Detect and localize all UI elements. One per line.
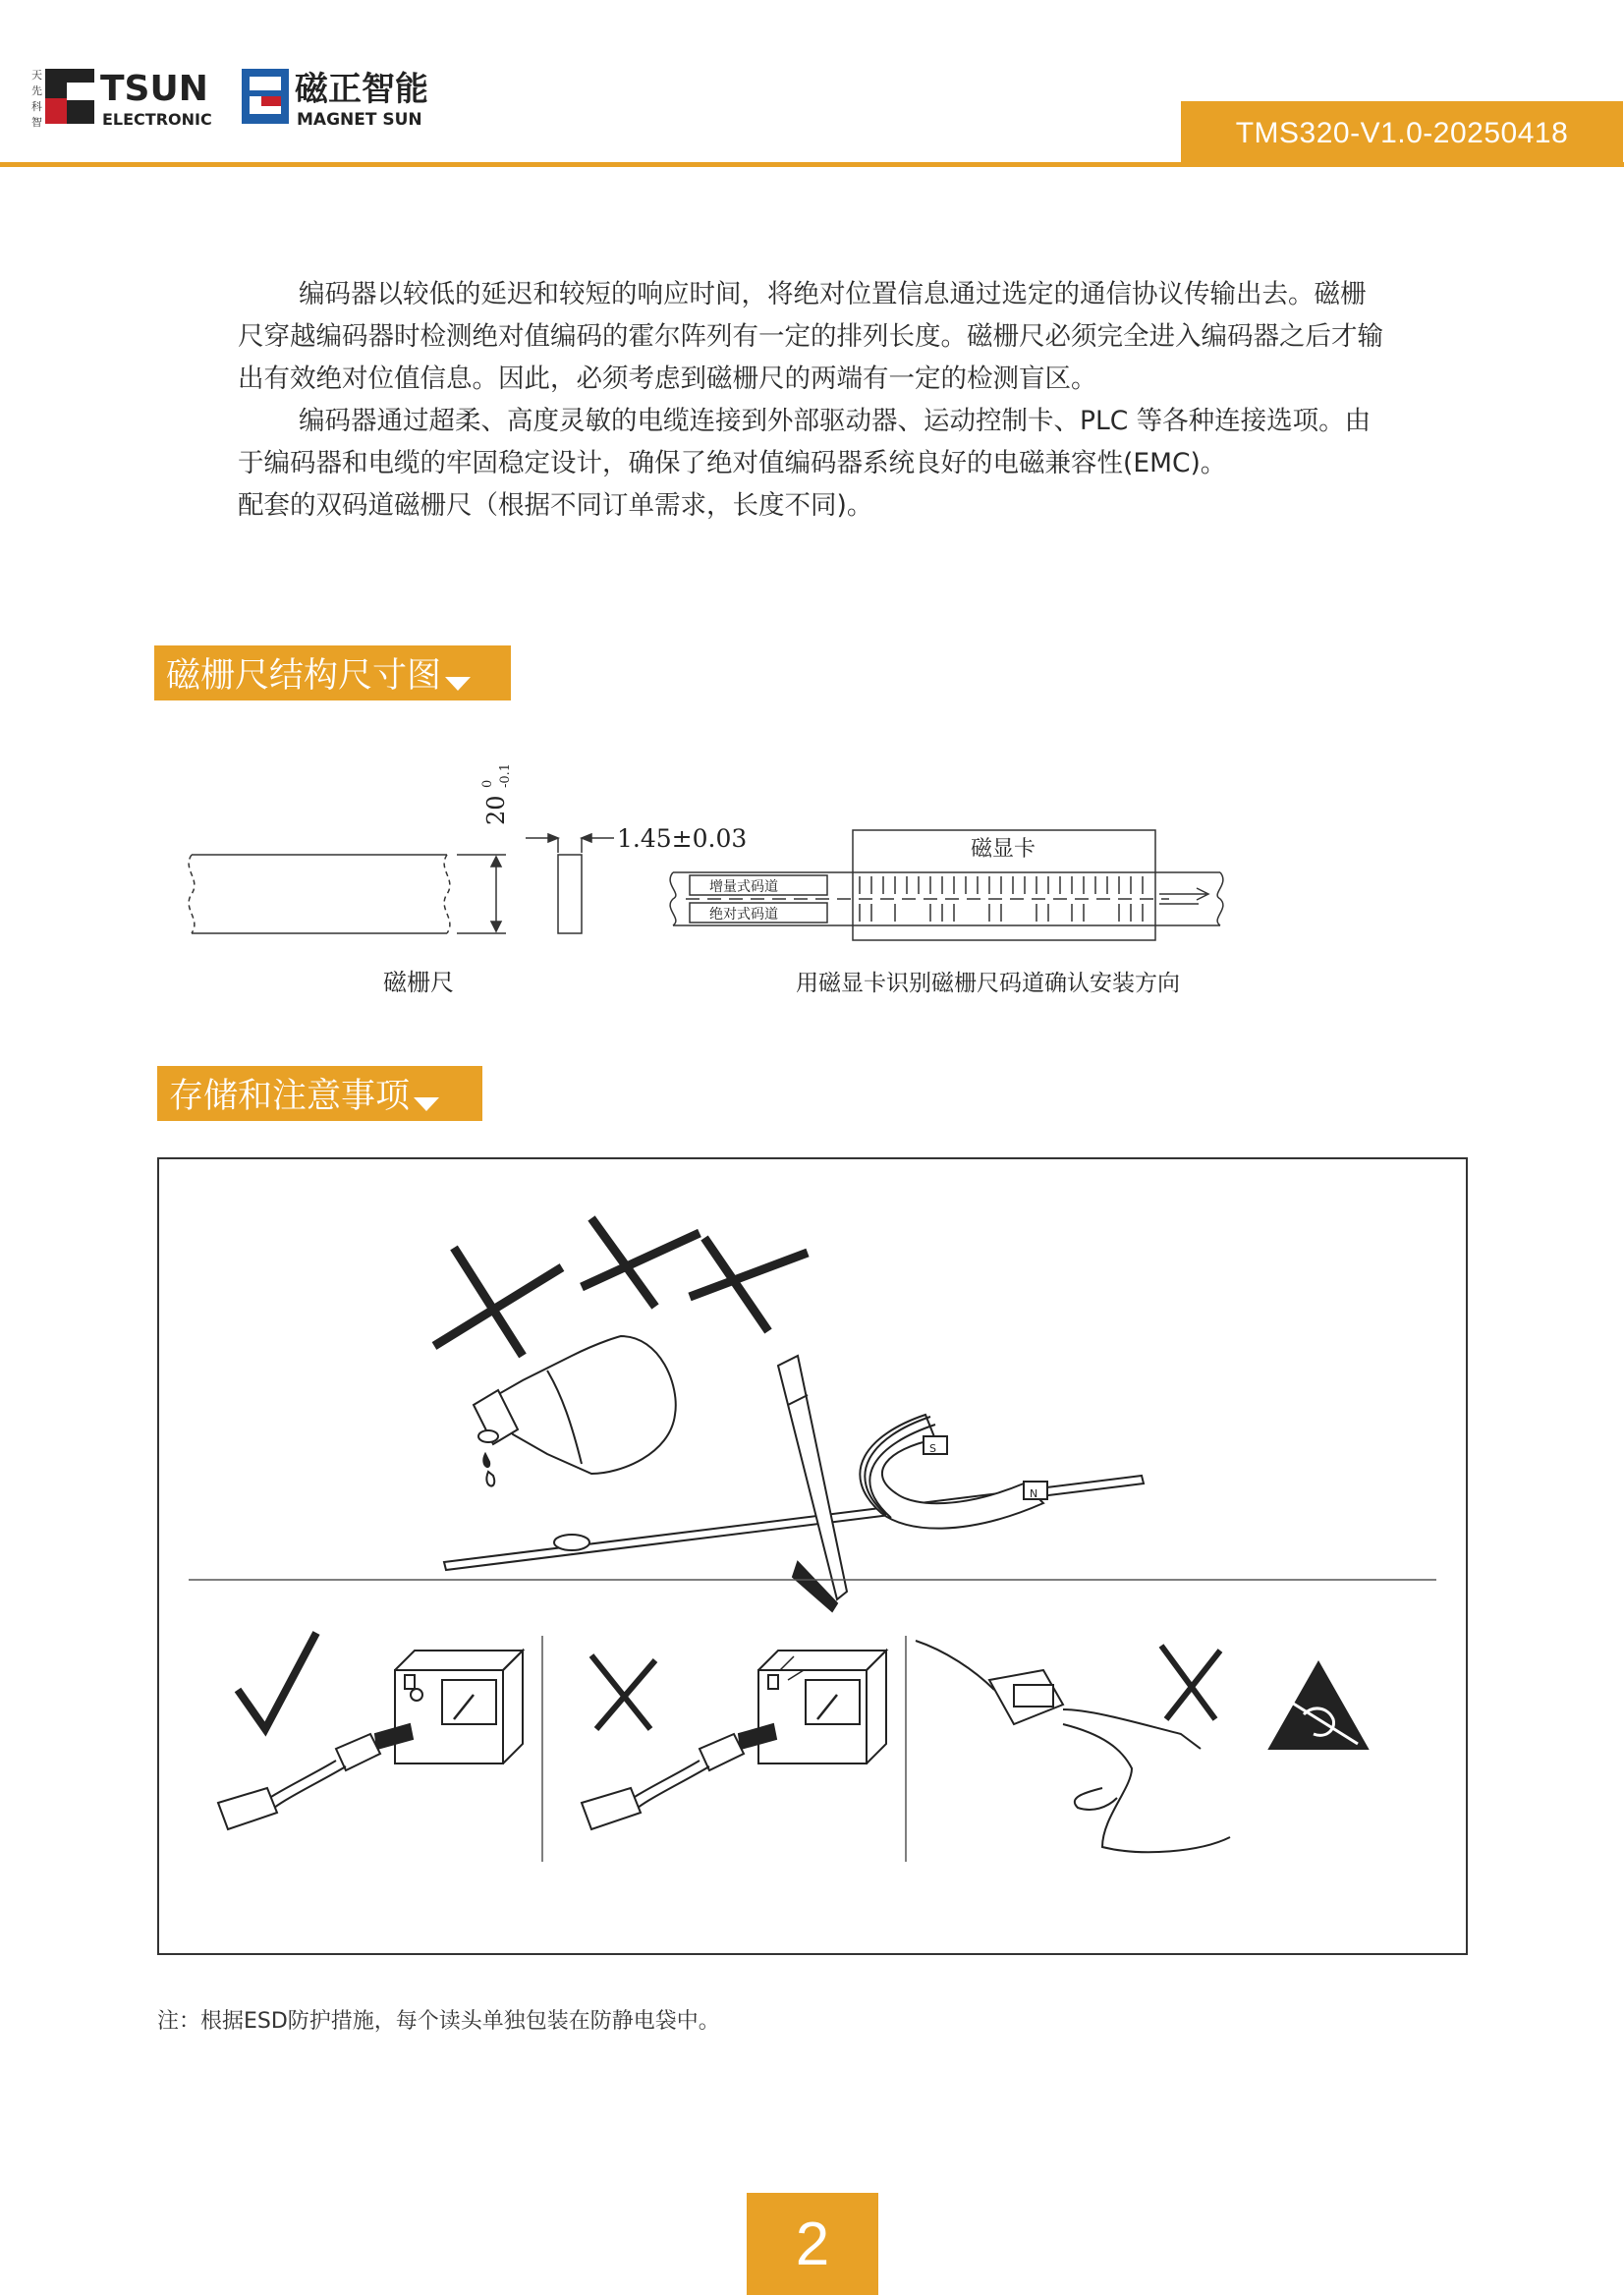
scale-dimension-drawing [147, 747, 1267, 1002]
section-heading-dimensions [154, 645, 511, 700]
svg-text:科: 科 [31, 100, 42, 113]
company-logo [29, 63, 472, 132]
logo-tsun-sub: ELECTRONIC [102, 110, 212, 129]
page-number-badge [747, 2193, 878, 2295]
storage-illustration-panel [157, 1157, 1468, 1955]
magnet-s-label: S [929, 1442, 936, 1455]
svg-text:先: 先 [31, 84, 42, 97]
logo-magnet-cn: 磁正智能 [295, 70, 428, 109]
card-label: 磁显卡 [971, 837, 1036, 862]
page-header [0, 0, 1624, 169]
dim-tol-upper: 0 [480, 779, 495, 788]
triangle-down-icon [445, 677, 471, 691]
dim-height-label: 20 [482, 795, 510, 825]
document-code-badge [1181, 101, 1623, 166]
caption-scale: 磁栅尺 [383, 969, 454, 996]
section-title: 磁栅尺结构尺寸图 [166, 656, 442, 696]
intro-paragraph-1: 编码器以较低的延迟和较短的响应时间，将绝对位置信息通过选定的通信协议传输出去。磁栅尺穿越编码器时检测绝对值编码的霍尔阵列有一定的排列长度。磁栅尺必须完全进入编码器之后才输出有效绝对位值信息。因此，必须考虑到磁栅尺的两端有一定的检测盲区。 [238, 279, 1383, 394]
caption-card-usage: 用磁显卡识别磁栅尺码道确认安装方向 [796, 971, 1180, 996]
svg-text:天: 天 [31, 69, 42, 82]
dim-thickness-label: 1.45±0.03 [617, 824, 748, 853]
magnet-n-label: N [1030, 1487, 1038, 1500]
section-heading-storage [157, 1066, 482, 1121]
intro-paragraph-3: 配套的双码道磁栅尺（根据不同订单需求，长度不同)。 [238, 490, 873, 521]
document-code: TMS320-V1.0-20250418 [1235, 117, 1569, 149]
esd-note: 注：根据ESD防护措施，每个读头单独包装在防静电袋中。 [157, 2009, 720, 2034]
intro-paragraph-2: 编码器通过超柔、高度灵敏的电缆连接到外部驱动器、运动控制卡、PLC 等各种连接选项。由于编码器和电缆的牢固稳定设计，确保了绝对值编码器系统良好的电磁兼容性(EMC)。 [238, 406, 1372, 478]
track-incremental-label: 增量式码道 [709, 879, 778, 895]
dim-tol-lower: -0.1 [498, 762, 513, 788]
track-absolute-label: 绝对式码道 [709, 907, 778, 923]
section-title: 存储和注意事项 [169, 1077, 411, 1116]
svg-text:智: 智 [31, 116, 42, 129]
logo-tsun-text: TSUN [100, 69, 208, 109]
logo-magnet-en: MAGNET SUN [297, 110, 422, 130]
page-number: 2 [795, 2210, 830, 2278]
intro-text [238, 273, 1387, 527]
triangle-down-icon [414, 1097, 439, 1111]
header-divider [0, 162, 1624, 167]
storage-precautions-illustration [159, 1159, 1466, 1953]
